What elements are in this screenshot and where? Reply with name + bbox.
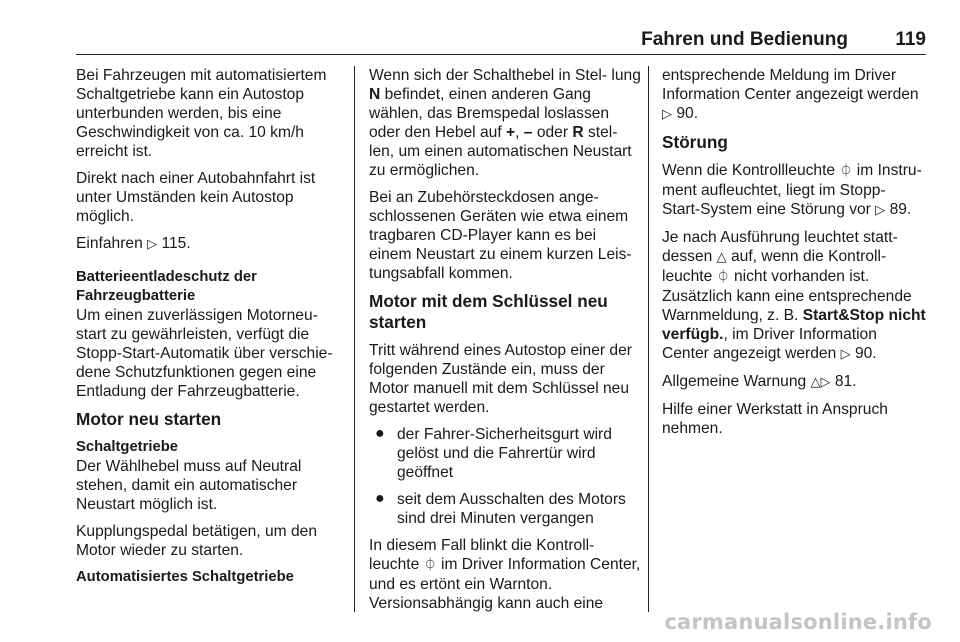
column-1 xyxy=(76,66,344,587)
page-reference[interactable]: 89. xyxy=(889,201,912,218)
paragraph xyxy=(662,66,928,124)
paragraph-text: befindet, einen anderen Gang wählen, das Bremspedal loslassen oder den Hebel auf xyxy=(369,86,610,141)
paragraph-text: Wenn die Kontrollleuchte xyxy=(662,162,836,179)
list-item-text: der Fahrer-Sicherheitsgurt wird gelöst und die Fahrertür wird geöffnet xyxy=(397,426,612,481)
paragraph-text: , im Driver Information Center angezeigt werden xyxy=(662,326,877,362)
paragraph-text: Einfahren xyxy=(76,235,143,252)
column-2 xyxy=(369,66,641,621)
paragraph-text: Wenn sich der Schalthebel in Stel- lung xyxy=(369,67,641,84)
paragraph-text: auf, wenn die Kontroll- leuchte xyxy=(662,248,887,285)
page-header xyxy=(76,26,926,55)
paragraph-text: im Instru- ment aufleuchtet, liegt im Stopp- Start-System eine Störung vor xyxy=(662,162,922,218)
column-divider-2 xyxy=(648,66,649,612)
list-item xyxy=(369,425,641,482)
paragraph-text: entsprechende Meldung im Driver Information Center angezeigt werden xyxy=(662,67,919,103)
section-heading: Motor mit dem Schlüssel neu starten xyxy=(369,291,608,332)
paragraph xyxy=(76,234,344,254)
paragraph: Tritt während eines Autostop einer der folgenden Zustände ein, muss der Motor manuell mit dem Schlüssel neu gestartet werden. xyxy=(369,342,632,416)
paragraph-text: im Driver Information Center, und es ertönt ein Warnton. Versionsabhängig kann auch eine xyxy=(369,556,641,612)
paragraph-text: In diesem Fall blinkt die Kontroll- leuchte xyxy=(369,537,595,573)
paragraph: Bei Fahrzeugen mit automatisiertem Schaltgetriebe kann ein Autostop unterbunden werden, bis eine Geschwindigkeit von ca. 10 km/h erreicht ist. xyxy=(76,67,327,160)
reference-arrow-icon: ▷ xyxy=(840,347,851,362)
page-reference[interactable]: 115. xyxy=(161,235,191,252)
paragraph xyxy=(662,161,928,220)
gear-position-label: + xyxy=(506,124,516,141)
paragraph: Hilfe einer Werkstatt in Anspruch nehmen. xyxy=(662,401,888,437)
watermark: carmanualsonline.info xyxy=(664,610,932,634)
paragraph: Direkt nach einer Autobahnfahrt ist unter Umständen kein Autostop möglich. xyxy=(76,170,316,225)
paragraph-text: nicht vorhanden ist. xyxy=(734,268,870,285)
paragraph xyxy=(369,536,641,613)
reference-arrow-icon: ▷ xyxy=(875,203,886,218)
subheading: Schaltgetriebe xyxy=(76,439,178,455)
stop-start-fault-icon: ⏀ xyxy=(716,270,730,285)
paragraph-text: Zusätzlich kann eine entsprechende Warnmeldung, z. B. xyxy=(662,288,912,324)
gear-position-label: N xyxy=(369,86,381,103)
stop-start-fault-icon: ⏀ xyxy=(839,164,853,179)
page-reference[interactable]: 90. xyxy=(676,105,699,122)
column-3 xyxy=(662,66,928,446)
paragraph-text: Je nach Ausführung leuchtet statt- dessen xyxy=(662,229,898,265)
paragraph: Kupplungspedal betätigen, um den Motor wieder zu starten. xyxy=(76,523,318,559)
subheading: Batterieentladeschutz der Fahrzeugbatterie xyxy=(76,269,257,304)
paragraph xyxy=(662,228,928,287)
paragraph: Um einen zuverlässigen Motorneu- start zu gewährleisten, verfügt die Stopp-Start-Automatik über verschie- dene Schutzfunktionen gegen eine Entladung der Fahrzeugbatterie. xyxy=(76,307,333,400)
page-reference[interactable]: 90. xyxy=(854,345,877,362)
paragraph: Der Wählhebel muss auf Neutral stehen, damit ein automatischer Neustart möglich ist. xyxy=(76,458,302,513)
paragraph-text: Allgemeine Warnung xyxy=(662,373,807,390)
reference-arrow-icon: ▷ xyxy=(820,375,831,390)
warning-icon: △ xyxy=(810,375,821,390)
list-item-text: seit dem Ausschalten des Motors sind drei Minuten vergangen xyxy=(397,491,626,527)
reference-arrow-icon: ▷ xyxy=(147,237,158,252)
page-number: 119 xyxy=(895,29,926,50)
paragraph-text: stel- len, um einen automatischen Neustart zu ermöglichen. xyxy=(369,124,632,179)
paragraph xyxy=(369,66,641,180)
warning-icon: △ xyxy=(716,250,727,265)
bullet-icon: ● xyxy=(375,425,385,442)
column-divider-1 xyxy=(354,66,355,612)
gear-position-label: R xyxy=(572,124,584,141)
paragraph xyxy=(662,287,928,364)
subheading: Automatisiertes Schaltgetriebe xyxy=(76,569,294,585)
reference-arrow-icon: ▷ xyxy=(662,107,672,122)
autostop-indicator-icon: ⏀ xyxy=(423,558,437,573)
section-title: Fahren und Bedienung xyxy=(641,29,848,50)
paragraph-text: oder xyxy=(536,124,569,141)
message-text: Start&Stop nicht verfügb. xyxy=(662,307,926,343)
bullet-list xyxy=(369,425,641,528)
paragraph: Bei an Zubehörsteckdosen ange- schlossenen Geräten wie etwa einem tragbaren CD-Player kann es bei einem Neustart zu einem kurzen Leis- tungsabfall kommen. xyxy=(369,189,632,282)
section-heading: Motor neu starten xyxy=(76,409,222,429)
section-heading: Störung xyxy=(662,132,728,152)
list-item xyxy=(369,490,641,528)
gear-position-label: – xyxy=(523,124,533,141)
bullet-icon: ● xyxy=(375,490,385,507)
paragraph xyxy=(662,372,928,392)
paragraph-text: , xyxy=(515,124,520,141)
page-reference[interactable]: 81. xyxy=(834,373,857,390)
